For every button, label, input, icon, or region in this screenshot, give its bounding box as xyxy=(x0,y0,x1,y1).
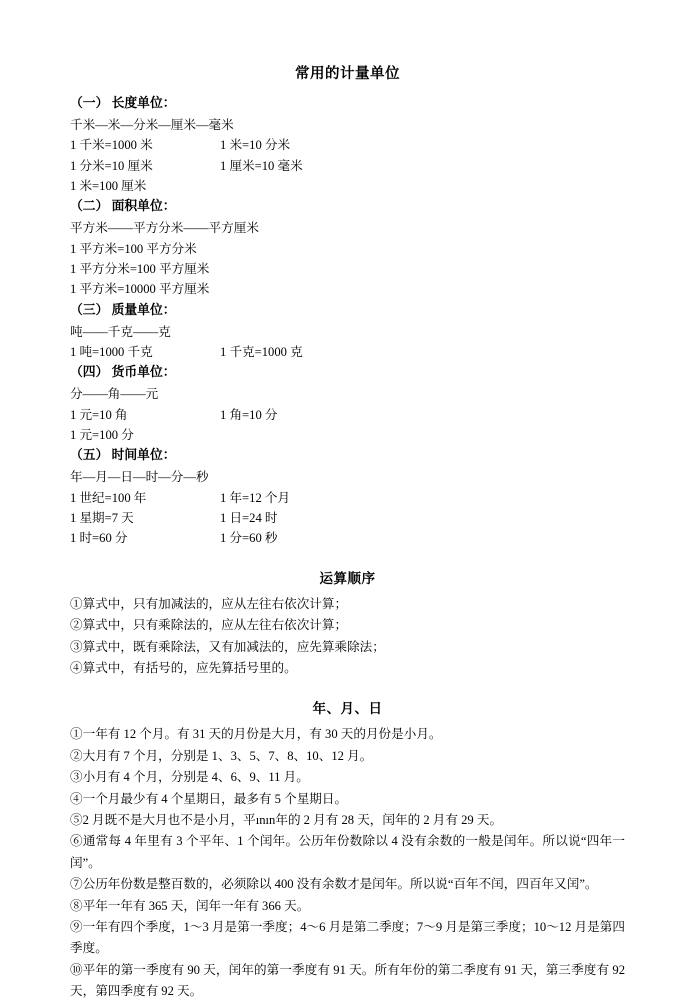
unit-row xyxy=(70,405,625,425)
unit-cell-left: 1 米=100 厘米 xyxy=(70,179,147,193)
unit-cell-left: 1 平方米=100 平方分米 xyxy=(70,241,197,256)
unit-cell-right: 1 米=10 分米 xyxy=(220,138,291,153)
order-item: ②算式中，只有乘除法的，应从左往右依次计算； xyxy=(70,618,348,633)
calendar-item: ④一个月最少有 4 个星期日，最多有 5 个星期日。 xyxy=(70,791,348,806)
unit-cell-left: 1 世纪=100 年 xyxy=(70,490,147,505)
unit-row xyxy=(70,259,625,279)
calendar-item: ⑧平年一年有 365 天，闰年一年有 366 天。 xyxy=(70,898,310,913)
calendar-item: ⑥通常每 4 年里有 3 个平年、1 个闰年。公历年份数除以 4 没有余数的一般是闰年。所以说“四年一闰”。 xyxy=(70,834,625,870)
unit-chain: 吨——千克——克 xyxy=(70,324,171,339)
unit-cell-right: 1 年=12 个月 xyxy=(220,490,291,505)
calendar-item: ⑨一年有四个季度，1～3 月是第一季度；4～6 月是第二季度；7～9 月是第三季度；10～12 月是第四季度。 xyxy=(70,920,625,956)
section-title-operation-order: 运算顺序 xyxy=(319,570,376,586)
calendar-item: ⑦公历年份数是整百数的，必须除以 400 没有余数才是闰年。所以说“百年不闰，四百年又闰”。 xyxy=(70,877,598,892)
unit-cell-left: 1 千米=1000 米 xyxy=(70,138,153,153)
unit-row xyxy=(70,135,625,155)
order-item: ①算式中，只有加减法的，应从左往右依次计算； xyxy=(70,596,348,611)
unit-chain: 平方米——平方分米——平方厘米 xyxy=(70,221,259,236)
unit-row xyxy=(70,425,625,445)
unit-row xyxy=(70,342,625,362)
calendar-item: ①一年有 12 个月。有 31 天的月份是大月，有 30 天的月份是小月。 xyxy=(70,727,442,742)
unit-row xyxy=(70,528,625,548)
calendar-item: ③小月有 4 个月，分别是 4、6、9、11 月。 xyxy=(70,770,309,785)
unit-group-heading: （一） 长度单位： xyxy=(70,96,176,110)
unit-chain: 分——角——元 xyxy=(70,387,159,402)
page-title: 常用的计量单位 xyxy=(295,66,400,82)
calendar-item: ②大月有 7 个月，分别是 1、3、5、7、8、10、12 月。 xyxy=(70,748,373,763)
unit-group-currency xyxy=(70,363,625,445)
unit-cell-right: 1 日=24 时 xyxy=(220,511,278,525)
section-title-calendar: 年、月、日 xyxy=(312,701,383,717)
unit-group-heading: （五） 时间单位： xyxy=(70,448,176,463)
calendar-item: ⑩平年的第一季度有 90 天，闰年的第一季度有 91 天。所有年份的第二季度有 91 天，第三季度有 92 天，第四季度有 92 天。 xyxy=(70,962,625,999)
unit-cell-left: 1 元=100 分 xyxy=(70,428,134,442)
unit-row xyxy=(70,176,625,196)
calendar-item: ⑤2 月既不是大月也不是小月，平ının年的 2 月有 28 天，闰年的 2 月有 29 天。 xyxy=(70,813,503,828)
unit-cell-right: 1 分=60 秒 xyxy=(220,531,278,546)
unit-chain: 千米—米—分米—厘米—毫米 xyxy=(70,117,234,132)
unit-cell-right: 1 角=10 分 xyxy=(220,407,278,422)
unit-row xyxy=(70,508,625,528)
unit-cell-right: 1 厘米=10 毫米 xyxy=(220,158,303,173)
unit-row xyxy=(70,279,625,299)
unit-cell-left: 1 吨=1000 千克 xyxy=(70,345,153,359)
unit-cell-left: 1 平方分米=100 平方厘米 xyxy=(70,262,210,276)
unit-group-length xyxy=(70,94,625,196)
order-item: ④算式中，有括号的，应先算括号里的。 xyxy=(70,661,297,675)
order-item: ③算式中，既有乘除法，又有加减法的，应先算乘除法； xyxy=(70,639,385,654)
unit-row xyxy=(70,156,625,176)
unit-cell-left: 1 时=60 分 xyxy=(70,531,128,546)
unit-cell-left: 1 平方米=10000 平方厘米 xyxy=(70,282,210,297)
unit-cell-left: 1 元=10 角 xyxy=(70,407,128,422)
unit-cell-left: 1 分米=10 厘米 xyxy=(70,158,153,173)
unit-group-area xyxy=(70,197,625,299)
unit-cell-left: 1 星期=7 天 xyxy=(70,511,134,525)
unit-row xyxy=(70,488,625,508)
unit-cell-right: 1 千克=1000 克 xyxy=(220,345,303,359)
unit-group-heading: （四） 货币单位： xyxy=(70,365,176,380)
unit-group-heading: （三） 质量单位： xyxy=(70,302,176,317)
unit-group-mass xyxy=(70,301,625,363)
unit-row xyxy=(70,239,625,259)
unit-group-heading: （二） 面积单位： xyxy=(70,199,176,214)
unit-group-time xyxy=(70,446,625,548)
unit-chain: 年—月—日—时—分—秒 xyxy=(70,470,209,485)
